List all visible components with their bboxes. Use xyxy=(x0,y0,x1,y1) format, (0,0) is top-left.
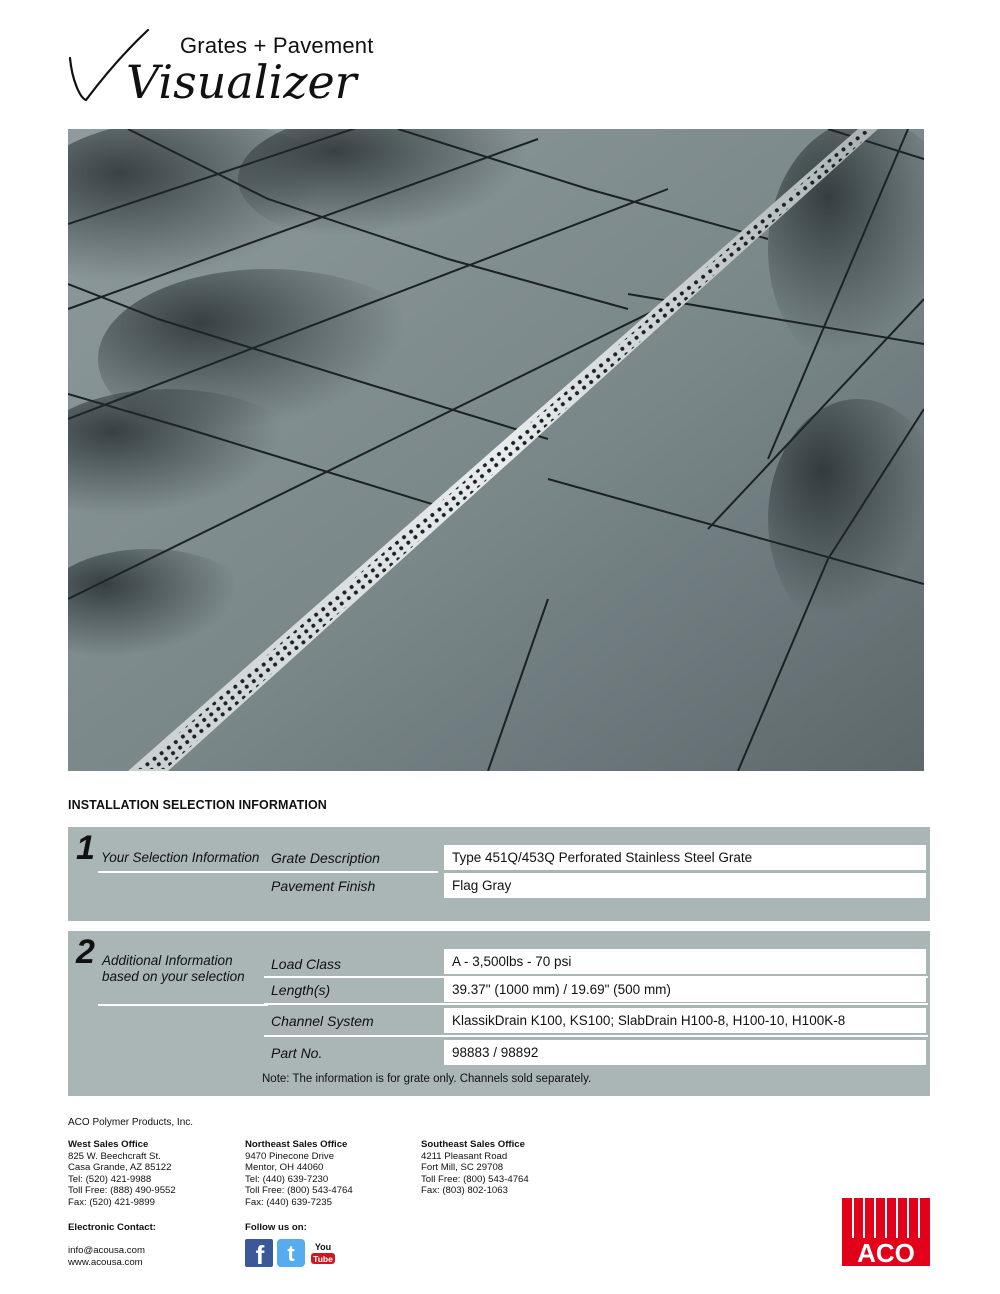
field-label-channel-system: Channel System xyxy=(271,1013,374,1029)
fax-line: Fax: (520) 421-9899 xyxy=(68,1196,155,1208)
company-name: ACO Polymer Products, Inc. xyxy=(68,1117,194,1128)
phone-line: Tel: (440) 639-7230 xyxy=(245,1173,329,1185)
additional-info-panel xyxy=(68,931,930,1096)
step-label-line2: based on your selection xyxy=(102,969,245,984)
electronic-contact-heading: Electronic Contact: xyxy=(68,1222,156,1233)
svg-text:You: You xyxy=(314,1242,332,1252)
brand-subtitle: Grates + Pavement xyxy=(180,33,374,58)
youtube-icon[interactable] xyxy=(309,1239,337,1267)
grate-description-value: Type 451Q/453Q Perforated Stainless Steel Grate xyxy=(444,845,926,870)
note-text: Note: The information is for grate only. Channels sold separately. xyxy=(262,1073,592,1085)
divider xyxy=(98,1004,268,1006)
address-line: 4211 Pleasant Road xyxy=(421,1150,508,1162)
step-label: Your Selection Information xyxy=(101,850,260,865)
step-label-line1: Additional Information xyxy=(102,953,233,968)
follow-label xyxy=(245,1222,307,1234)
southeast-office xyxy=(421,1139,529,1197)
twitter-icon[interactable] xyxy=(277,1239,305,1267)
field-label-lengths: Length(s) xyxy=(271,982,331,998)
website-link[interactable]: www.acousa.com xyxy=(68,1256,143,1268)
phone-line: Toll Free: (800) 543-4764 xyxy=(245,1185,353,1197)
west-office xyxy=(68,1139,176,1209)
address-line: 9470 Pinecone Drive xyxy=(245,1150,335,1162)
divider xyxy=(264,1035,928,1037)
northeast-office xyxy=(245,1139,353,1209)
divider xyxy=(98,871,438,873)
field-label-pavement-finish: Pavement Finish xyxy=(271,878,376,894)
contact-links xyxy=(68,1245,145,1268)
lengths-value: 39.37" (1000 mm) / 19.69" (500 mm) xyxy=(444,977,926,1002)
brand-title-text: Visualizer xyxy=(126,55,357,109)
brand-title xyxy=(66,20,396,120)
office-title: Northeast Sales Office xyxy=(245,1139,348,1150)
selection-info-panel xyxy=(68,827,930,921)
address-line: Fort Mill, SC 29708 xyxy=(421,1162,504,1174)
part-no-value: 98883 / 98892 xyxy=(444,1040,926,1065)
address-line: 825 W. Beechcraft St. xyxy=(68,1150,161,1162)
fax-line: Fax: (803) 802-1063 xyxy=(421,1185,508,1197)
address-line: Casa Grande, AZ 85122 xyxy=(68,1162,172,1174)
pavement-finish-value: Flag Gray xyxy=(444,873,926,898)
svg-text:Tube: Tube xyxy=(313,1254,333,1264)
phone-line: Toll Free: (888) 490-9552 xyxy=(68,1185,176,1197)
field-label-part-no: Part No. xyxy=(271,1045,323,1061)
fax-line: Fax: (440) 639-7235 xyxy=(245,1196,332,1208)
aco-logo xyxy=(842,1198,930,1266)
electronic-contact-label xyxy=(68,1222,156,1234)
channel-system-value: KlassikDrain K100, KS100; SlabDrain H100-8, H100-10, H100K-8 xyxy=(444,1008,926,1033)
follow-heading: Follow us on: xyxy=(245,1222,307,1233)
svg-text:t: t xyxy=(287,1241,295,1266)
step-number: 2 xyxy=(76,933,95,971)
pavement-grate-photo xyxy=(68,129,924,771)
load-class-value: A - 3,500lbs - 70 psi xyxy=(444,949,926,974)
field-label-load-class: Load Class xyxy=(271,956,342,972)
field-label-grate-description: Grate Description xyxy=(271,850,380,866)
phone-line: Tel: (520) 421-9988 xyxy=(68,1173,152,1185)
office-title: West Sales Office xyxy=(68,1139,149,1150)
divider xyxy=(264,1003,928,1005)
step-number: 1 xyxy=(76,829,95,867)
section-heading: INSTALLATION SELECTION INFORMATION xyxy=(68,798,327,812)
svg-text:f: f xyxy=(255,1240,265,1267)
phone-line: Toll Free: (800) 543-4764 xyxy=(421,1173,529,1185)
office-title: Southeast Sales Office xyxy=(421,1139,525,1150)
aco-logo-text: ACO xyxy=(857,1238,915,1266)
facebook-icon[interactable] xyxy=(245,1239,273,1267)
email-link[interactable]: info@acousa.com xyxy=(68,1245,145,1256)
address-line: Mentor, OH 44060 xyxy=(245,1162,324,1174)
